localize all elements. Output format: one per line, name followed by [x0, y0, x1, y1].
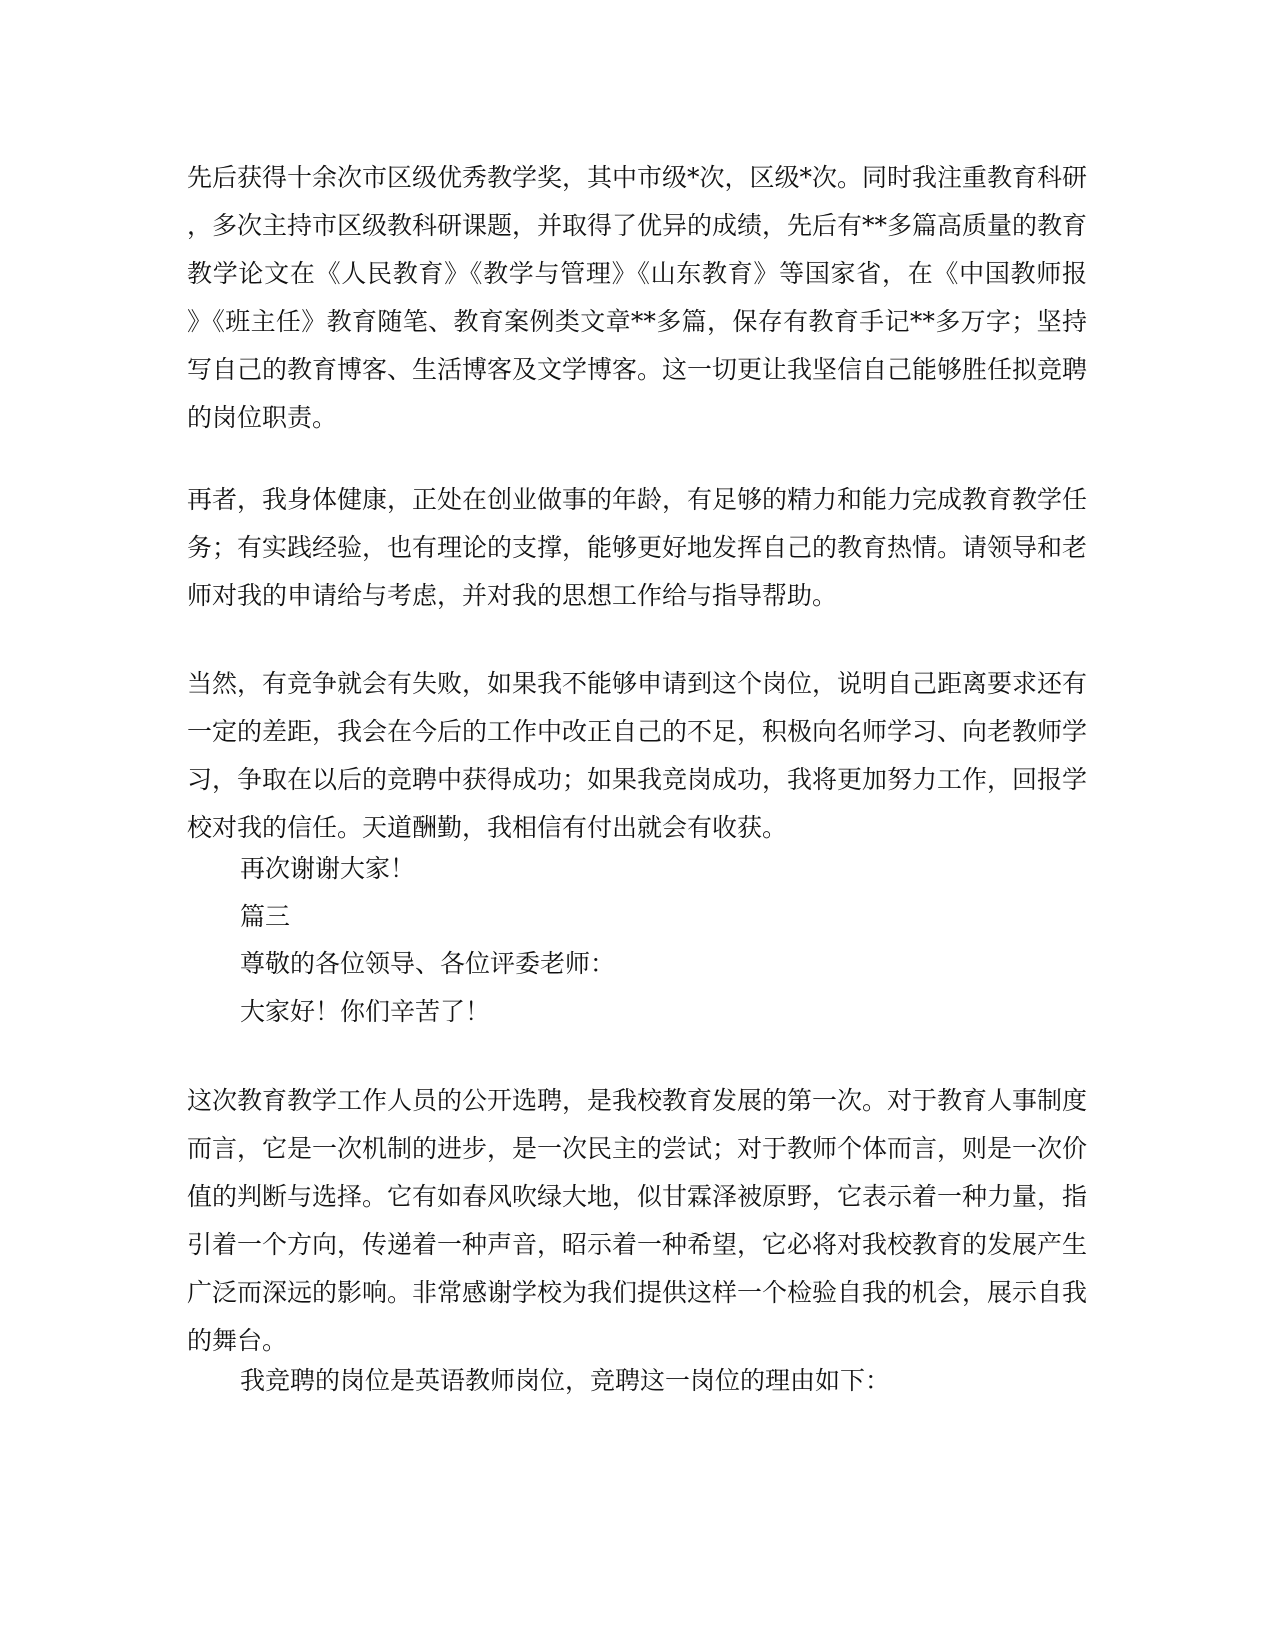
text-line: 校对我的信任。天道酬勤，我相信有付出就会有收获。 — [187, 813, 788, 842]
text-line: 当然，有竞争就会有失败，如果我不能够申请到这个岗位，说明自己距离要求还有 — [187, 669, 1088, 698]
text-line: 再者，我身体健康，正处在创业做事的年龄，有足够的精力和能力完成教育教学任 — [187, 485, 1088, 514]
text-line: 的岗位职责。 — [187, 403, 338, 432]
thanks-line: 再次谢谢大家！ — [240, 854, 416, 883]
text-line: 习，争取在以后的竞聘中获得成功；如果我竞岗成功，我将更加努力工作，回报学 — [187, 765, 1088, 794]
text-line: 》《班主任》教育随笔、教育案例类文章**多篇，保存有教育手记**多万字；坚持 — [187, 307, 1087, 336]
text-line: 而言，它是一次机制的进步，是一次民主的尝试；对于教师个体而言，则是一次价 — [187, 1134, 1088, 1163]
text-line: 先后获得十余次市区级优秀教学奖，其中市级*次，区级*次。同时我注重教育科研 — [187, 163, 1088, 192]
text-line: 一定的差距，我会在今后的工作中改正自己的不足，积极向名师学习、向老教师学 — [187, 717, 1088, 746]
salutation: 尊敬的各位领导、各位评委老师： — [240, 949, 616, 978]
paragraph-selection — [187, 1077, 1087, 1365]
text-line: 这次教育教学工作人员的公开选聘，是我校教育发展的第一次。对于教育人事制度 — [187, 1086, 1088, 1115]
text-line: 师对我的申请给与考虑，并对我的思想工作给与指导帮助。 — [187, 581, 838, 610]
paragraph-achievements — [187, 154, 1087, 442]
section-title: 篇三 — [240, 902, 291, 931]
position-statement: 我竞聘的岗位是英语教师岗位，竞聘这一岗位的理由如下： — [240, 1366, 891, 1395]
text-line: 值的判断与选择。它有如春风吹绿大地，似甘霖泽被原野，它表示着一种力量，指 — [187, 1182, 1088, 1211]
text-line: 写自己的教育博客、生活博客及文学博客。这一切更让我坚信自己能够胜任拟竞聘 — [187, 355, 1088, 384]
paragraph-health — [187, 476, 1087, 620]
greeting: 大家好！你们辛苦了！ — [240, 997, 491, 1026]
text-line: 务；有实践经验，也有理论的支撑，能够更好地发挥自己的教育热情。请领导和老 — [187, 533, 1088, 562]
text-line: ，多次主持市区级教科研课题，并取得了优异的成绩，先后有**多篇高质量的教育 — [187, 211, 1088, 240]
text-line: 的舞台。 — [187, 1326, 288, 1355]
text-line: 广泛而深远的影响。非常感谢学校为我们提供这样一个检验自我的机会，展示自我 — [187, 1278, 1088, 1307]
text-line: 教学论文在《人民教育》《教学与管理》《山东教育》等国家省，在《中国教师报 — [187, 259, 1087, 288]
paragraph-competition — [187, 660, 1087, 852]
text-line: 引着一个方向，传递着一种声音，昭示着一种希望，它必将对我校教育的发展产生 — [187, 1230, 1088, 1259]
